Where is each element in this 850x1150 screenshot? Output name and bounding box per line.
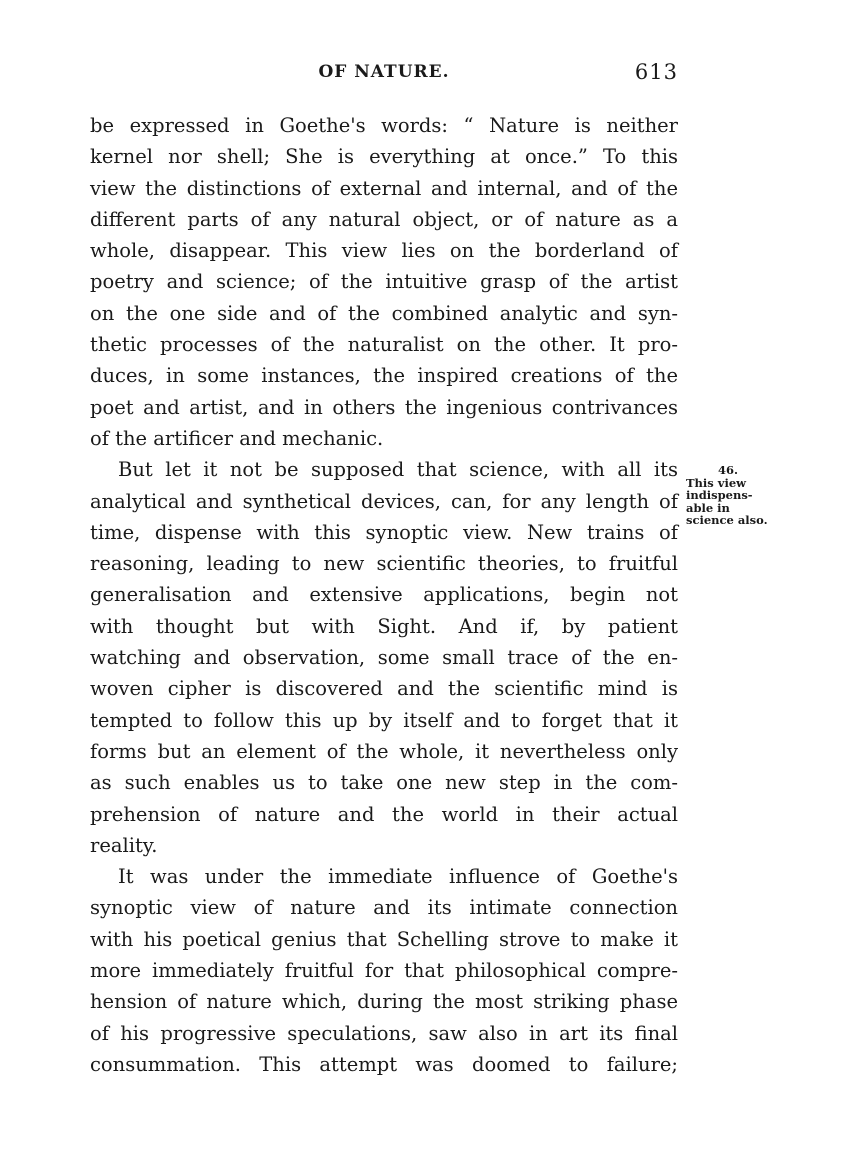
text-line: thetic processes of the naturalist on the other. It pro- bbox=[90, 333, 678, 357]
text-line: duces, in some instances, the inspired creations of the bbox=[90, 364, 678, 388]
text-line: synoptic view of nature and its intimate connection bbox=[90, 896, 678, 920]
text-line: kernel nor shell; She is everything at once.” To this bbox=[90, 145, 678, 169]
text-line: with thought but with Sight. And if, by patient bbox=[90, 614, 678, 638]
text-line: It was under the immediate influence of Goethe's bbox=[118, 865, 678, 889]
text-line: view the distinctions of external and internal, and of the bbox=[90, 176, 678, 200]
margin-note-line: able in bbox=[686, 500, 730, 515]
margin-note-line: indispens- bbox=[686, 488, 753, 502]
text-line: reasoning, leading to new scientific theories, to fruitful bbox=[90, 552, 678, 576]
text-line: more immediately fruitful for that philosophical compre- bbox=[90, 959, 678, 983]
text-line: tempted to follow this up by itself and to forget that it bbox=[90, 708, 678, 732]
text-line: whole, disappear. This view lies on the borderland of bbox=[90, 239, 678, 263]
text-line: woven cipher is discovered and the scientific mind is bbox=[90, 677, 678, 701]
text-line: with his poetical genius that Schelling strove to make it bbox=[90, 927, 678, 951]
text-line: watching and observation, some small trace of the en- bbox=[90, 646, 678, 670]
page-number: 613 bbox=[634, 60, 678, 84]
margin-note-line: This view bbox=[686, 475, 747, 490]
margin-note-number: 46. bbox=[718, 463, 739, 477]
text-line: poet and artist, and in others the ingenious contrivances bbox=[90, 395, 678, 419]
text-line: different parts of any natural object, or of nature as a bbox=[90, 207, 678, 231]
text-line: analytical and synthetical devices, can, for any length of bbox=[90, 489, 678, 513]
text-line: generalisation and extensive applications, begin not bbox=[90, 583, 678, 607]
text-line: on the one side and of the combined analytic and syn- bbox=[90, 301, 678, 325]
text-line: of the artificer and mechanic. bbox=[90, 426, 384, 450]
margin-note-line: science also. bbox=[686, 513, 768, 527]
text-line: of his progressive speculations, saw also in art its final bbox=[90, 1021, 678, 1045]
text-line: consummation. This attempt was doomed to failure; bbox=[90, 1052, 678, 1076]
text-line: poetry and science; of the intuitive grasp of the artist bbox=[90, 270, 678, 294]
text-line: prehension of nature and the world in their actual bbox=[90, 802, 678, 826]
text-line: be expressed in Goethe's words: “ Nature is neither bbox=[90, 114, 678, 137]
text-line: But let it not be supposed that science, with all its bbox=[118, 458, 678, 482]
page-header bbox=[90, 60, 678, 86]
text-line: time, dispense with this synoptic view. New trains of bbox=[90, 520, 678, 544]
running-title: OF NATURE. bbox=[318, 62, 450, 82]
text-line: forms but an element of the whole, it nevertheless only bbox=[90, 739, 678, 763]
text-line: as such enables us to take one new step in the com- bbox=[90, 771, 678, 795]
text-line: hension of nature which, during the most striking phase bbox=[90, 990, 678, 1014]
body-text bbox=[90, 110, 678, 1080]
margin-note bbox=[686, 464, 786, 527]
text-line: reality. bbox=[90, 833, 158, 857]
